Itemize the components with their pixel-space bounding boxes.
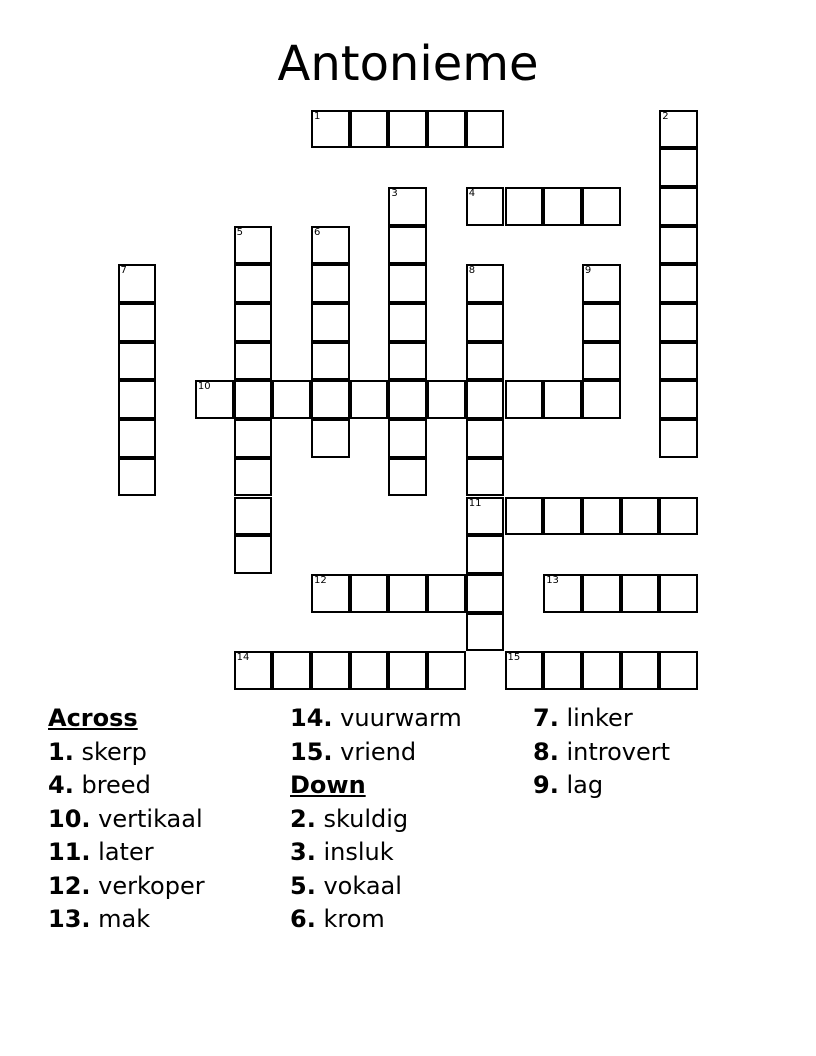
grid-cell[interactable] [505,187,544,226]
grid-cell[interactable] [388,419,427,458]
grid-cell[interactable] [427,651,466,690]
clue-item [48,836,205,870]
grid-cell[interactable] [659,226,698,265]
grid-cell[interactable] [350,110,389,149]
grid-cell[interactable] [659,264,698,303]
clue-item [290,736,462,770]
cell-number: 7 [120,265,127,277]
clue-item [290,836,462,870]
grid-cell[interactable] [659,419,698,458]
cell-number: 5 [236,226,243,238]
clue-number: 2. [290,804,316,833]
grid-cell[interactable] [311,226,350,265]
grid-cell[interactable] [659,110,698,149]
cell-number: 10 [197,381,211,393]
grid-cell[interactable] [582,651,621,690]
grid-cell[interactable] [505,497,544,536]
grid-cell[interactable] [388,110,427,149]
clue-column [533,702,670,803]
cell-number: 13 [546,574,559,586]
clue-text: vertikaal [98,804,203,833]
grid-cell[interactable] [427,574,466,613]
cell-number: 2 [662,110,669,122]
clue-item [533,736,670,770]
grid-cell[interactable] [350,574,389,613]
grid-cell[interactable] [118,380,157,419]
cell-number: 6 [314,226,321,238]
clue-number: 5. [290,871,316,900]
clue-text: breed [81,771,151,799]
grid-cell[interactable] [505,380,544,419]
grid-cell[interactable] [427,110,466,149]
cell-number: 4 [468,187,476,199]
grid-cell[interactable] [466,110,505,149]
clue-number: 14. [290,704,333,732]
clue-item [48,803,205,837]
grid-cell[interactable] [234,458,273,497]
grid-cell[interactable] [466,264,505,303]
clue-column [48,702,205,937]
grid-cell[interactable] [582,380,621,419]
grid-cell[interactable] [234,380,273,419]
grid-cell[interactable] [659,651,698,690]
grid-cell[interactable] [311,264,350,303]
clue-number: 11. [48,838,91,866]
grid-cell[interactable] [582,497,621,536]
clue-text: mak [98,905,151,933]
grid-cell[interactable] [272,380,311,419]
clue-text: skerp [81,737,147,766]
clue-number: 6. [290,905,316,933]
clue-text: linker [566,704,633,732]
grid-cell[interactable] [118,419,157,458]
cell-number: 15 [507,652,521,664]
grid-cell[interactable] [621,651,660,690]
grid-cell[interactable] [234,497,273,536]
grid-cell[interactable] [659,342,698,381]
grid-cell[interactable] [118,342,157,381]
grid-cell[interactable] [659,574,698,613]
grid-cell[interactable] [543,380,582,419]
grid-cell[interactable] [388,458,427,497]
clue-item [290,803,462,837]
clue-number: 13. [48,905,91,933]
grid-cell[interactable] [388,380,427,419]
clue-item [48,903,205,937]
clue-item [48,769,205,803]
grid-cell[interactable] [582,303,621,342]
grid-cell[interactable] [582,342,621,381]
grid-cell[interactable] [659,148,698,187]
grid-cell[interactable] [311,342,350,381]
grid-cell[interactable] [543,574,582,613]
grid-cell[interactable] [311,380,350,419]
clue-item [533,769,670,803]
grid-cell[interactable] [311,651,350,690]
grid-cell[interactable] [621,574,660,613]
clue-item [48,870,205,904]
clue-item [290,870,462,904]
grid-cell[interactable] [466,187,505,226]
grid-cell[interactable] [543,187,582,226]
grid-cell[interactable] [234,264,273,303]
grid-cell[interactable] [466,574,505,613]
grid-cell[interactable] [427,380,466,419]
clue-text: vriend [340,737,417,766]
clue-number: 4. [48,771,74,799]
grid-cell[interactable] [118,303,157,342]
cell-number: 9 [584,265,592,277]
grid-cell[interactable] [466,497,505,536]
grid-cell[interactable] [195,380,234,419]
grid-cell[interactable] [350,380,389,419]
grid-cell[interactable] [311,574,350,613]
clue-text: insluk [323,838,394,866]
grid-cell[interactable] [582,574,621,613]
clue-number: 9. [533,771,559,799]
clue-number: 8. [533,737,559,766]
grid-cell[interactable] [466,613,505,652]
grid-cell[interactable] [234,303,273,342]
clue-text: verkoper [98,871,205,900]
cell-number: 14 [236,652,250,664]
clue-item [48,736,205,770]
clue-heading: Across [48,704,138,732]
grid-cell[interactable] [582,264,621,303]
clue-item [533,702,670,736]
cell-number: 8 [468,265,476,277]
cell-number: 12 [314,574,327,586]
grid-cell[interactable] [388,651,427,690]
clue-text: skuldig [323,804,409,833]
clue-heading: Down [290,771,366,799]
grid-cell[interactable] [505,651,544,690]
clue-number: 1. [48,737,74,766]
clue-text: vuurwarm [340,704,462,732]
clue-text: later [98,838,154,866]
clue-text: krom [323,905,385,933]
grid-cell[interactable] [118,458,157,497]
grid-cell[interactable] [466,380,505,419]
grid-cell[interactable] [466,303,505,342]
grid-cell[interactable] [388,303,427,342]
grid-cell[interactable] [311,419,350,458]
clue-number: 12. [48,871,91,900]
grid-cell[interactable] [234,226,273,265]
grid-cell[interactable] [543,651,582,690]
clue-text: vokaal [323,871,402,900]
grid-cell[interactable] [311,303,350,342]
grid-cell[interactable] [272,651,311,690]
grid-cell[interactable] [234,419,273,458]
grid-cell[interactable] [388,226,427,265]
grid-cell[interactable] [388,342,427,381]
clue-number: 7. [533,704,559,732]
clue-text: introvert [566,737,671,766]
grid-cell[interactable] [234,342,273,381]
grid-cell[interactable] [388,574,427,613]
grid-cell[interactable] [388,264,427,303]
grid-cell[interactable] [466,342,505,381]
grid-cell[interactable] [466,535,505,574]
grid-cell[interactable] [659,187,698,226]
grid-cell[interactable] [543,497,582,536]
grid-cell[interactable] [234,535,273,574]
clue-number: 3. [290,838,316,866]
grid-cell[interactable] [621,497,660,536]
clue-number: 10. [48,804,91,833]
grid-cell[interactable] [234,651,273,690]
grid-cell[interactable] [388,187,427,226]
grid-cell[interactable] [659,303,698,342]
grid-cell[interactable] [350,651,389,690]
cell-number: 3 [391,187,398,199]
page-title: Antonieme [277,36,539,92]
clue-column [290,702,462,937]
clue-item [290,903,462,937]
grid-cell[interactable] [118,264,157,303]
grid-cell[interactable] [659,380,698,419]
grid-cell[interactable] [582,187,621,226]
grid-cell[interactable] [466,458,505,497]
grid-cell[interactable] [466,419,505,458]
cell-number: 1 [314,110,321,122]
clue-text: lag [566,771,604,799]
cell-number: 11 [468,497,482,509]
clue-number: 15. [290,737,333,766]
clue-item [290,702,462,736]
grid-cell[interactable] [311,110,350,149]
grid-cell[interactable] [659,497,698,536]
